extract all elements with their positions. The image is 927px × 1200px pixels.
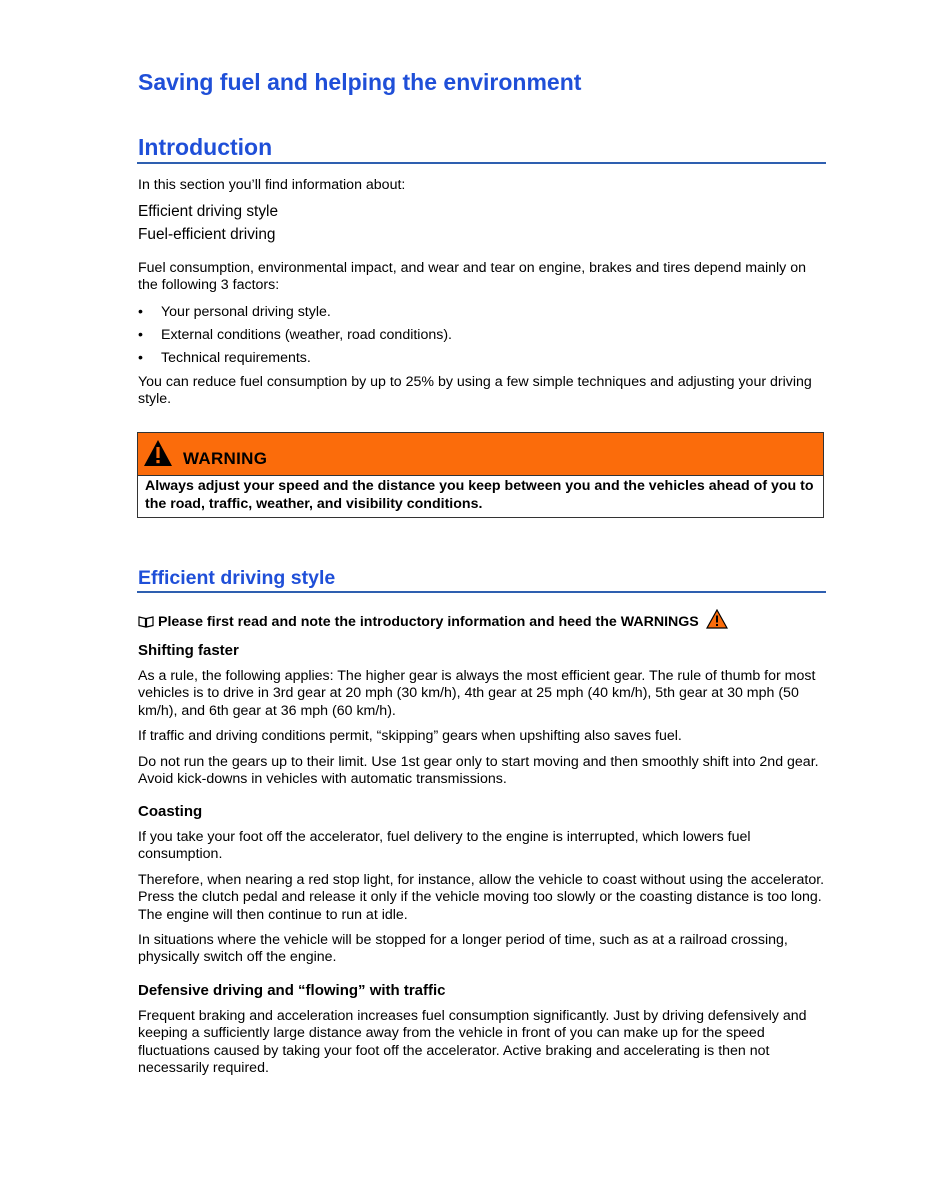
topic-link-fuel-efficient-driving[interactable]: Fuel-efficient driving xyxy=(138,226,276,243)
list-item-text: External conditions (weather, road conditions). xyxy=(161,327,453,343)
intro-note-text: Please first read and note the introductory information and heed the WARNINGS xyxy=(158,614,699,630)
intro-lead: In this section you’ll find information about: xyxy=(138,177,406,193)
intro-note xyxy=(138,609,728,635)
topic-link-efficient-driving-style[interactable]: Efficient driving style xyxy=(138,203,279,220)
warning-triangle-icon xyxy=(143,439,173,472)
book-icon[interactable] xyxy=(138,614,154,634)
subheading-coasting: Coasting xyxy=(138,803,203,820)
warning-header xyxy=(138,433,823,476)
paragraph: Frequent braking and acceleration increases fuel consumption significantly. Just by driving defensively and keeping a sufficiently large distance away from the vehicle in front of you can make up for the speed fluctuations caused by taking your foot off the accelerator. Active braking and accelerating is then not necessarily required. xyxy=(138,1008,807,1076)
bullet-icon: • xyxy=(138,350,143,366)
paragraph: In situations where the vehicle will be stopped for a longer period of time, such as at a railroad crossing, physically switch off the engine. xyxy=(138,932,788,966)
intro-paragraph: You can reduce fuel consumption by up to 25% by using a few simple techniques and adjusting your driving style. xyxy=(138,374,812,408)
paragraph: Therefore, when nearing a red stop light, for instance, allow the vehicle to coast without using the accelerator. Press the clutch pedal and release it only if the vehicle moving too slowly or the coasting distance is too long. The engine will then continue to run at idle. xyxy=(138,872,825,923)
paragraph: If you take your foot off the accelerator, fuel delivery to the engine is interrupted, which lowers fuel consumption. xyxy=(138,829,751,863)
page-title: Saving fuel and helping the environment xyxy=(138,69,582,95)
heading-rule xyxy=(137,591,826,593)
bullet-icon: • xyxy=(138,304,143,320)
warning-text: Always adjust your speed and the distance you keep between you and the vehicles ahead of you to the road, traffic, weather, and visibility conditions. xyxy=(145,478,814,512)
subheading-defensive-driving: Defensive driving and “flowing” with traffic xyxy=(138,982,446,999)
paragraph: As a rule, the following applies: The higher gear is always the most efficient gear. The rule of thumb for most vehicles is to drive in 3rd gear at 20 mph (30 km/h), 4th gear at 25 mph (40 km/h), 5th gear at 30 mph (50 km/h), and 6th gear at 36 mph (60 km/h). xyxy=(138,668,816,719)
intro-paragraph: Fuel consumption, environmental impact, and wear and tear on engine, brakes and tires depend mainly on the following 3 factors: xyxy=(138,260,806,294)
subheading-shifting-faster: Shifting faster xyxy=(138,642,239,659)
list-item-text: Your personal driving style. xyxy=(161,304,331,320)
paragraph: If traffic and driving conditions permit, “skipping” gears when upshifting also saves fuel. xyxy=(138,728,682,744)
list-item-text: Technical requirements. xyxy=(161,350,311,366)
warning-triangle-icon[interactable] xyxy=(706,609,728,635)
bullet-icon: • xyxy=(138,327,143,343)
warning-box xyxy=(137,432,824,518)
heading-rule xyxy=(137,162,826,164)
paragraph: Do not run the gears up to their limit. Use 1st gear only to start moving and then smoothly shift into 2nd gear. Avoid kick-downs in vehicles with automatic transmissions. xyxy=(138,754,819,788)
section-heading-introduction: Introduction xyxy=(138,134,273,160)
warning-title: WARNING xyxy=(183,449,268,468)
section-heading-efficient-driving-style: Efficient driving style xyxy=(138,567,336,589)
